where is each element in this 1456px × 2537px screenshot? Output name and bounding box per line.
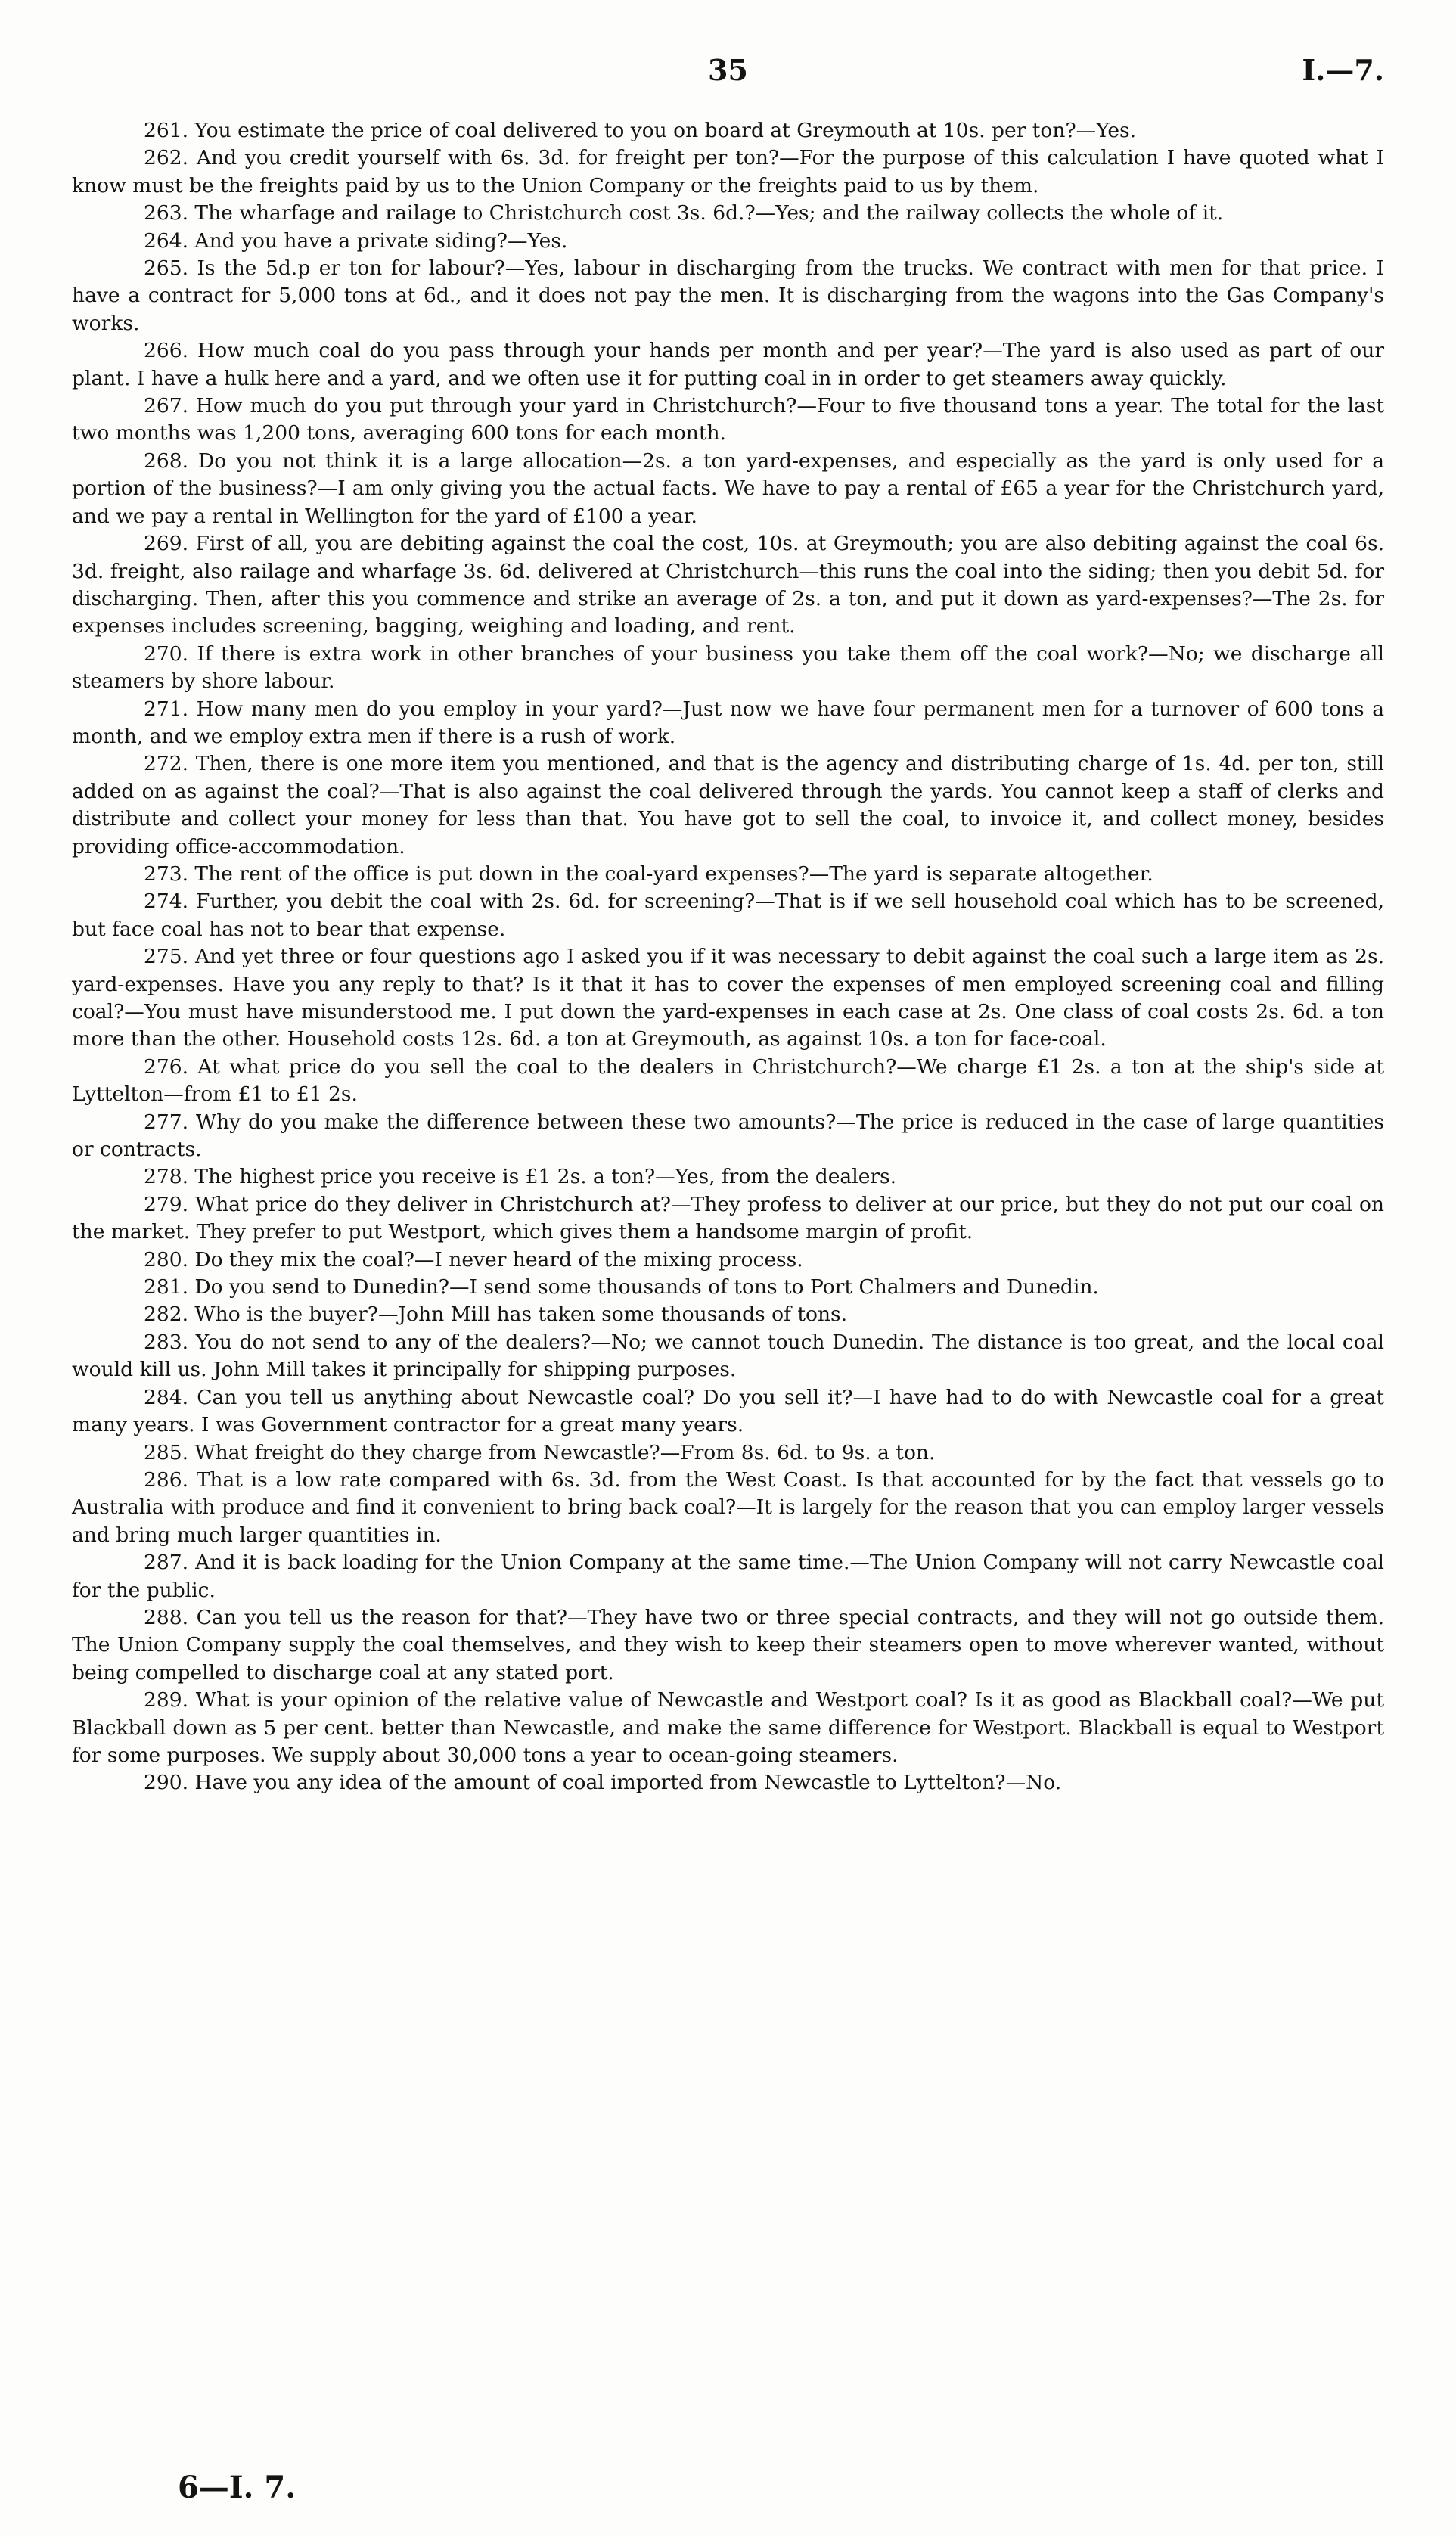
question-287: 287. And it is back loading for the Union Company at the same time.—The Union Company will not carry Newcastle coal for the public. xyxy=(72,1551,1384,1602)
question-270: 270. If there is extra work in other branches of your business you take them off the coal work?—No; we discharge all steamers by shore labour. xyxy=(72,641,1384,694)
question-271: 271. How many men do you employ in your yard?—Just now we have four permanent men for a turnover of 600 tons a month, and we employ extra men if there is a rush of work. xyxy=(72,697,1384,748)
question-286: 286. That is a low rate compared with 6s. 3d. from the West Coast. Is that accounted for by the fact that vessels go to Australia with produce and find it convenient to bring back coal?—It is largely for the reason that you can employ larger vessels and bring much larger quantities in. xyxy=(72,1467,1384,1547)
question-261: 261. You estimate the price of coal delivered to you on board at Greymouth at 10s. per ton?—Yes. xyxy=(144,119,1137,142)
question-276: 276. At what price do you sell the coal to the dealers in Christchurch?—We charge £1 2s. a ton at the ship's side at Lyttelton—from £1 to £1 2s. xyxy=(72,1054,1384,1107)
question-289: 289. What is your opinion of the relative value of Newcastle and Westport coal? Is it as good as Blackball coal?—We put Blackball down as 5 per cent. better than Newcastle, and make the same difference for Westport. Blackball is equal to Westport for some purposes. We supply about 30,000 tons a year to ocean-going steamers. xyxy=(72,1688,1384,1767)
question-279: 279. What price do they deliver in Christchurch at?—They profess to deliver at our price, but they do not put our coal on the market. They prefer to put Westport, which gives them a handsome margin of profit. xyxy=(72,1192,1384,1244)
question-282: 282. Who is the buyer?—John Mill has taken some thousands of tons. xyxy=(144,1303,848,1327)
question-275: 275. And yet three or four questions ago I asked you if it was necessary to debit against the coal such a large item as 2s. yard-expenses. Have you any reply to that? Is it that it has to cover the expenses of men employed screening coal and filling coal?—You must have misunderstood me. I put down the yard-expenses in each case at 2s. One class of coal costs 2s. 6d. a ton more than the other. Household costs 12s. 6d. a ton at Greymouth, as against 10s. a ton for face-coal. xyxy=(72,945,1384,1051)
question-268: 268. Do you not think it is a large allocation—2s. a ton yard-expenses, and especially as the yard is only used for a portion of the business?—I am only giving you the actual facts. We have to pay a rental of £65 a year for the Christchurch yard, and we pay a rental in Wellington for the yard of £100 a year. xyxy=(72,449,1384,528)
question-285: 285. What freight do they charge from Newcastle?—From 8s. 6d. to 9s. a ton. xyxy=(144,1440,936,1464)
question-264: 264. And you have a private siding?—Yes. xyxy=(144,228,568,253)
question-288: 288. Can you tell us the reason for that?—They have two or three special contracts, and they will not go outside them. The Union Company supply the coal themselves, and they wish to keep their steamers open to move wherever wanted, without being compelled to discharge coal at any stated port. xyxy=(72,1605,1384,1685)
question-272: 272. Then, there is one more item you mentioned, and that is the agency and distributing charge of 1s. 4d. per ton, still added on as against the coal?—That is also against the coal delivered through the yards. You cannot keep a staff of clerks and distribute and collect your money for less than that. You have got to sell the coal, to invoice it, and collect money, besides providing office-accommodation. xyxy=(72,752,1384,859)
question-267: 267. How much do you put through your yard in Christchurch?—Four to five thousand tons a year. The total for the last two months was 1,200 tons, averaging 600 tons for each month. xyxy=(72,394,1384,446)
question-262: 262. And you credit yourself with 6s. 3d. for freight per ton?—For the purpose of this calculation I have quoted what I know must be the freights paid by us to the Union Company or the freights paid to us by them. xyxy=(72,146,1384,197)
question-283: 283. You do not send to any of the dealers?—No; we cannot touch Dunedin. The distance is too great, and the local coal would kill us. John Mill takes it principally for shipping purposes. xyxy=(72,1330,1384,1382)
question-266: 266. How much coal do you pass through your hands per month and per year?—The yard is also used as part of our plant. I have a hulk here and a yard, and we often use it for putting coal in in order to get steamers away quickly. xyxy=(72,339,1384,390)
question-280: 280. Do they mix the coal?—I never heard of the mixing process. xyxy=(144,1247,803,1272)
page-number: 35 xyxy=(708,53,748,87)
question-284: 284. Can you tell us anything about Newcastle coal? Do you sell it?—I have had to do with Newcastle coal for a great many years. I was Government contractor for a great many years. xyxy=(72,1385,1384,1437)
document-reference: I.—7. xyxy=(1302,53,1384,87)
question-274: 274. Further, you debit the coal with 2s. 6d. for screening?—That is if we sell household coal which has to be screened, but face coal has not to bear that expense. xyxy=(72,890,1384,941)
question-269: 269. First of all, you are debiting against the coal the cost, 10s. at Greymouth; you are also debiting against the coal 6s. 3d. freight, also railage and wharfage 3s. 6d. delivered at Christchurch—this runs the coal into the siding; then you debit 5d. for discharging. Then, after this you commence and strike an average of 2s. a ton, and put it down as yard-expenses?—The 2s. for expenses includes screening, bagging, weighing and loading, and rent. xyxy=(72,532,1384,638)
signature-mark: 6—I. 7. xyxy=(178,2470,296,2505)
question-265: 265. Is the 5d.p er ton for labour?—Yes, labour in discharging from the trucks. We contract with men for that price. I have a contract for 5,000 tons at 6d., and it does not pay the men. It is discharging from the wagons into the Gas Company's works. xyxy=(72,256,1384,335)
question-277: 277. Why do you make the difference between these two amounts?—The price is reduced in the case of large quantities or contracts. xyxy=(72,1110,1384,1162)
evidence-body xyxy=(72,117,1384,1797)
question-273: 273. The rent of the office is put down in the coal-yard expenses?—The yard is separate altogether. xyxy=(144,862,1153,886)
question-281: 281. Do you send to Dunedin?—I send some thousands of tons to Port Chalmers and Dunedin. xyxy=(144,1275,1099,1300)
question-278: 278. The highest price you receive is £1 2s. a ton?—Yes, from the dealers. xyxy=(144,1165,897,1189)
question-290: 290. Have you any idea of the amount of coal imported from Newcastle to Lyttelton?—No. xyxy=(144,1771,1062,1795)
question-263: 263. The wharfage and railage to Christchurch cost 3s. 6d.?—Yes; and the railway collects the whole of it. xyxy=(144,201,1224,225)
